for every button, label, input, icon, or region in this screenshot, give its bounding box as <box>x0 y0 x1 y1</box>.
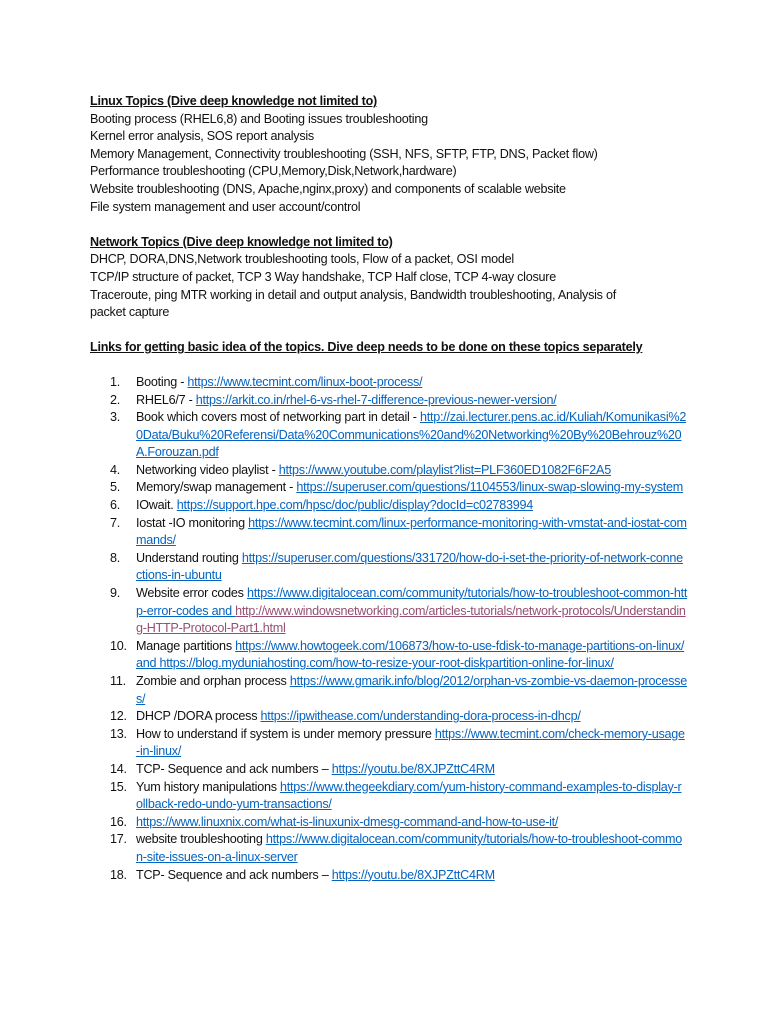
link-list-item <box>90 726 688 761</box>
resource-link[interactable]: https://youtu.be/8XJPZttC4RM <box>331 761 495 776</box>
list-item-label: TCP- Sequence and ack numbers – <box>136 761 332 776</box>
list-item-label: IOwait. <box>136 498 177 513</box>
list-item-label: Booting - <box>136 374 188 389</box>
resource-link[interactable]: https://www.digitalocean.com/community/tutorials/how-to-troubleshoot-common-site-issues-on-a-linux-server <box>136 832 682 864</box>
list-item-label: Manage partitions <box>136 638 236 653</box>
link-joiner: and <box>136 656 160 671</box>
list-number: 4. <box>110 462 121 477</box>
list-number: 3. <box>110 410 121 425</box>
list-number: 10. <box>110 638 127 653</box>
link-list-item <box>90 673 688 708</box>
linux-topic-line: Performance troubleshooting (CPU,Memory,Disk,Network,hardware) <box>90 164 457 179</box>
list-item-label: Networking video playlist - <box>136 462 279 477</box>
resource-link[interactable]: https://support.hpe.com/hpsc/doc/public/display?docId=c02783994 <box>176 498 534 513</box>
list-item-label: Yum history manipulations <box>136 779 280 794</box>
list-item-label: DHCP /DORA process <box>136 709 261 724</box>
resource-link-secondary[interactable]: http://www.windowsnetworking.com/articles-tutorials/network-protocols/Understanding-HTTP-Protocol-Part1.html <box>136 603 686 636</box>
list-number: 18. <box>110 867 127 882</box>
list-number: 1. <box>110 374 121 389</box>
list-item-label: website troubleshooting <box>136 832 266 847</box>
resource-link[interactable]: https://www.gmarik.info/blog/2012/orphan-vs-zombie-vs-daemon-processes/ <box>136 674 687 706</box>
list-number: 2. <box>110 392 121 407</box>
link-list-item <box>90 638 688 673</box>
resource-link[interactable]: https://arkit.co.in/rhel-6-vs-rhel-7-difference-previous-newer-version/ <box>195 392 557 407</box>
list-number: 8. <box>110 550 121 565</box>
link-list-item <box>90 550 688 585</box>
list-item-label: RHEL6/7 - <box>136 392 196 407</box>
network-topics-heading: Network Topics (Dive deep knowledge not limited to) <box>90 234 393 249</box>
link-list-item <box>90 374 688 392</box>
list-number: 17. <box>110 832 127 847</box>
list-item-label: Book which covers most of networking part in detail - <box>136 410 420 425</box>
resource-link[interactable]: https://www.tecmint.com/linux-boot-process/ <box>187 374 423 389</box>
resource-link-secondary[interactable]: https://blog.myduniahosting.com/how-to-resize-your-root-diskpartition-online-for-linux/ <box>159 656 614 671</box>
list-item-label: Understand routing <box>136 550 242 565</box>
link-list-item <box>90 814 688 832</box>
link-list-item <box>90 585 688 638</box>
resource-link[interactable]: https://www.digitalocean.com/community/tutorials/how-to-troubleshoot-common-http-error-codes <box>136 586 688 618</box>
link-list-item <box>90 462 688 480</box>
link-list-item <box>90 515 688 550</box>
list-number: 14. <box>110 761 127 776</box>
link-list-item <box>90 708 688 726</box>
network-topic-line: TCP/IP structure of packet, TCP 3 Way handshake, TCP Half close, TCP 4-way closure <box>90 269 556 284</box>
links-heading: Links for getting basic idea of the topics. Dive deep needs to be done on these topics separately <box>90 340 643 355</box>
link-list-item <box>90 761 688 779</box>
resource-link[interactable]: https://www.tecmint.com/linux-performance-monitoring-with-vmstat-and-iostat-commands/ <box>136 515 687 548</box>
list-item-label: TCP- Sequence and ack numbers – <box>136 867 332 882</box>
list-item-label: Memory/swap management - <box>136 480 297 495</box>
list-number: 7. <box>110 515 121 530</box>
link-joiner: and <box>208 603 236 618</box>
linux-topic-line: Memory Management, Connectivity troubleshooting (SSH, NFS, SFTP, FTP, DNS, Packet flow) <box>90 146 598 161</box>
link-list-item <box>90 867 688 885</box>
resource-link[interactable]: https://superuser.com/questions/1104553/linux-swap-slowing-my-system <box>296 480 683 495</box>
resource-link[interactable]: https://www.linuxnix.com/what-is-linuxunix-dmesg-command-and-how-to-use-it/ <box>136 814 559 829</box>
list-number: 12. <box>110 709 127 724</box>
linux-topic-line: Booting process (RHEL6,8) and Booting issues troubleshooting <box>90 111 428 126</box>
link-list-item <box>90 779 688 814</box>
resource-link[interactable]: http://zai.lecturer.pens.ac.id/Kuliah/Komunikasi%20Data/Buku%20Referensi/Data%20Communications%20and%20Networking%20By%20Behrouz%20A.Forouzan.pdf <box>136 410 687 460</box>
list-number: 15. <box>110 779 127 794</box>
network-topic-line: Traceroute, ping MTR working in detail and output analysis, Bandwidth troubleshooting, Analysis of packet capture <box>90 287 616 320</box>
link-list-item <box>90 831 688 866</box>
network-topic-line: DHCP, DORA,DNS,Network troubleshooting tools, Flow of a packet, OSI model <box>90 252 514 267</box>
linux-topic-line: Kernel error analysis, SOS report analysis <box>90 129 314 144</box>
list-item-label: Website error codes <box>136 586 247 601</box>
linux-topic-line: Website troubleshooting (DNS, Apache,nginx,proxy) and components of scalable website <box>90 181 566 196</box>
link-list-item <box>90 392 688 410</box>
list-item-label: Iostat -IO monitoring <box>136 515 249 530</box>
network-topics-section <box>90 234 690 322</box>
list-number: 9. <box>110 586 121 601</box>
resource-link[interactable]: https://www.thegeekdiary.com/yum-history-command-examples-to-display-rollback-redo-undo-yum-transactions/ <box>136 779 682 812</box>
resource-link[interactable]: https://www.tecmint.com/check-memory-usage-in-linux/ <box>136 726 685 759</box>
linux-topics-heading: Linux Topics (Dive deep knowledge not limited to) <box>90 94 377 108</box>
link-list-item <box>90 479 688 497</box>
list-number: 5. <box>110 480 121 495</box>
list-item-label: Zombie and orphan process <box>136 674 290 688</box>
links-list <box>90 374 690 884</box>
document-page <box>90 93 690 884</box>
resource-link[interactable]: https://www.howtogeek.com/106873/how-to-use-fdisk-to-manage-partitions-on-linux/ <box>235 638 685 653</box>
list-number: 13. <box>110 726 127 741</box>
resource-link[interactable]: https://superuser.com/questions/331720/how-do-i-set-the-priority-of-network-connections-in-ubuntu <box>136 550 683 583</box>
link-list-item <box>90 409 688 462</box>
resource-link[interactable]: https://www.youtube.com/playlist?list=PLF360ED1082F6F2A5 <box>278 462 611 477</box>
list-item-label: How to understand if system is under memory pressure <box>136 726 435 741</box>
list-number: 11. <box>110 674 126 688</box>
list-number: 6. <box>110 498 121 513</box>
linux-topic-line: File system management and user account/control <box>90 199 361 214</box>
linux-topics-section <box>90 93 690 216</box>
resource-link[interactable]: https://ipwithease.com/understanding-dora-process-in-dhcp/ <box>260 709 581 724</box>
link-list-item <box>90 497 688 515</box>
list-number: 16. <box>110 814 127 829</box>
resource-link[interactable]: https://youtu.be/8XJPZttC4RM <box>331 867 495 882</box>
